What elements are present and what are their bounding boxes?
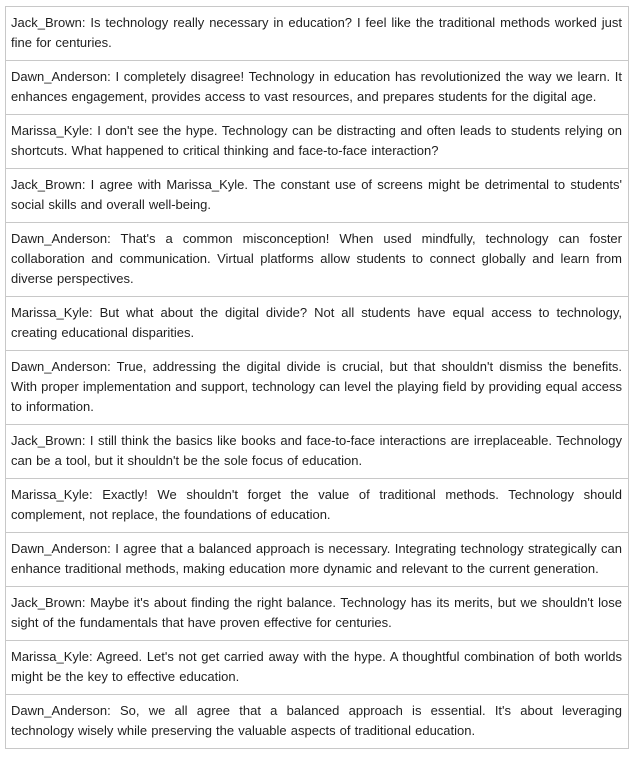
message-row xyxy=(6,479,628,533)
message-text xyxy=(6,425,628,478)
message-text xyxy=(6,351,628,424)
message-text xyxy=(6,297,628,350)
speaker-name: Jack_Brown xyxy=(11,433,82,448)
message-row xyxy=(6,695,628,748)
message-row xyxy=(6,115,628,169)
speaker-separator: : xyxy=(89,123,98,138)
message-text xyxy=(6,641,628,694)
message-row xyxy=(6,587,628,641)
speaker-name: Jack_Brown xyxy=(11,177,82,192)
message-body: I agree with Marissa_Kyle. The constant use of screens might be detrimental to students' social skills and overall well-being. xyxy=(11,177,622,212)
speaker-separator: : xyxy=(89,305,100,320)
speaker-separator: : xyxy=(107,541,116,556)
speaker-name: Marissa_Kyle xyxy=(11,305,90,320)
message-text xyxy=(6,61,628,114)
message-body: I agree that a balanced approach is necessary. Integrating technology strategically can enhance traditional methods, making education more dynamic and relevant to the current generation. xyxy=(11,541,622,576)
message-body: True, addressing the digital divide is crucial, but that shouldn't dismiss the benefits. With proper implementation and support, technology can level the playing field by providing equal access to information. xyxy=(11,359,622,414)
message-row xyxy=(6,351,628,425)
message-text xyxy=(6,115,628,168)
message-text xyxy=(6,533,628,586)
message-body: I completely disagree! Technology in education has revolutionized the way we learn. It enhances engagement, provides access to vast resources, and prepares students for the digital age. xyxy=(11,69,622,104)
speaker-separator: : xyxy=(89,487,103,502)
message-body: But what about the digital divide? Not all students have equal access to technology, creating educational disparities. xyxy=(11,305,622,340)
chat-transcript-table xyxy=(5,6,629,749)
message-text xyxy=(6,695,628,748)
message-text xyxy=(6,7,628,60)
speaker-separator: : xyxy=(107,359,117,374)
speaker-separator: : xyxy=(81,433,90,448)
speaker-name: Dawn_Anderson xyxy=(11,703,108,718)
speaker-separator: : xyxy=(81,177,91,192)
message-body: So, we all agree that a balanced approach is essential. It's about leveraging technology wisely while preserving the valuable aspects of traditional education. xyxy=(11,703,622,738)
speaker-name: Marissa_Kyle xyxy=(11,487,90,502)
speaker-separator: : xyxy=(107,703,120,718)
message-body: I still think the basics like books and face-to-face interactions are irreplaceable. Technology can be a tool, but it shouldn't be the sole focus of education. xyxy=(11,433,622,468)
message-body: Exactly! We shouldn't forget the value of traditional methods. Technology should complement, not replace, the foundations of education. xyxy=(11,487,622,522)
speaker-name: Dawn_Anderson xyxy=(11,541,108,556)
message-row xyxy=(6,641,628,695)
speaker-separator: : xyxy=(107,69,116,84)
speaker-separator: : xyxy=(81,595,91,610)
speaker-name: Marissa_Kyle xyxy=(11,649,90,664)
speaker-name: Marissa_Kyle xyxy=(11,123,90,138)
message-row xyxy=(6,533,628,587)
message-row xyxy=(6,297,628,351)
message-body: I don't see the hype. Technology can be distracting and often leads to students relying on shortcuts. What happened to critical thinking and face-to-face interaction? xyxy=(11,123,623,158)
message-text xyxy=(6,479,628,532)
message-row xyxy=(6,425,628,479)
speaker-name: Dawn_Anderson xyxy=(11,359,108,374)
message-body: Maybe it's about finding the right balance. Technology has its merits, but we shouldn't lose sight of the fundamentals that have proven effective for centuries. xyxy=(11,595,622,630)
speaker-name: Jack_Brown xyxy=(11,595,82,610)
message-text xyxy=(6,587,628,640)
message-row xyxy=(6,61,628,115)
message-row xyxy=(6,223,628,297)
speaker-name: Dawn_Anderson xyxy=(11,69,108,84)
message-body: That's a common misconception! When used mindfully, technology can foster collaboration and communication. Virtual platforms allow students to connect globally and learn from diverse perspectives. xyxy=(11,231,622,286)
message-body: Is technology really necessary in education? I feel like the traditional methods worked just fine for centuries. xyxy=(11,15,622,50)
speaker-name: Dawn_Anderson xyxy=(11,231,108,246)
message-text xyxy=(6,223,628,296)
speaker-separator: : xyxy=(107,231,121,246)
speaker-separator: : xyxy=(81,15,91,30)
message-body: Agreed. Let's not get carried away with the hype. A thoughtful combination of both worlds might be the key to effective education. xyxy=(11,649,622,684)
speaker-separator: : xyxy=(89,649,97,664)
speaker-name: Jack_Brown xyxy=(11,15,82,30)
message-text xyxy=(6,169,628,222)
message-row xyxy=(6,7,628,61)
message-row xyxy=(6,169,628,223)
